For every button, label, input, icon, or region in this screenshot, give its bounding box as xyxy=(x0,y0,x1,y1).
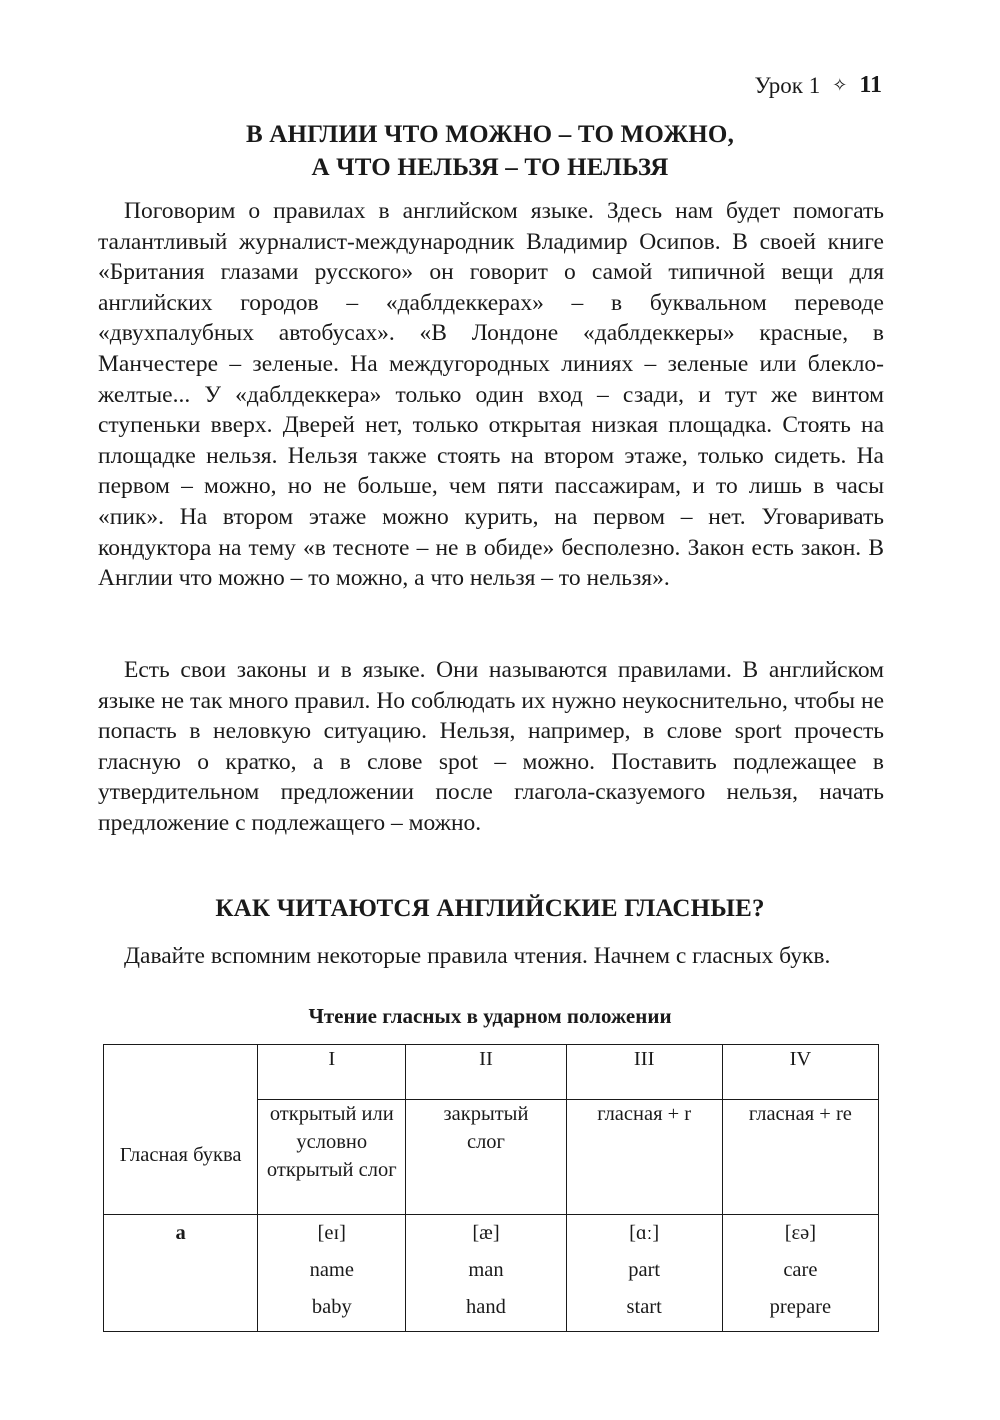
separator-icon: ✧ xyxy=(832,75,848,95)
table-row xyxy=(104,1215,879,1332)
example-word: man xyxy=(468,1259,504,1281)
example-word: hand xyxy=(466,1296,506,1318)
transcription: [ɛə] xyxy=(784,1222,817,1244)
column-desc-3: гласная + r xyxy=(566,1100,722,1215)
column-desc-4: гласная + re xyxy=(722,1100,878,1215)
column-roman-3: III xyxy=(566,1045,722,1100)
section-title-line2: А ЧТО НЕЛЬЗЯ – ТО НЕЛЬЗЯ xyxy=(311,154,669,181)
example-word: baby xyxy=(311,1296,352,1318)
paragraph-reading-rules-intro: Давайте вспомним некоторые правила чтения. Начнем с гласных букв. xyxy=(124,943,831,969)
cell-closed-syllable xyxy=(406,1215,566,1332)
vowel-letter: a xyxy=(175,1222,186,1244)
column-desc-1 xyxy=(258,1100,406,1215)
transcription: [ɑː] xyxy=(629,1222,660,1244)
transcription: [eɪ] xyxy=(317,1222,346,1244)
column-roman-1: I xyxy=(258,1045,406,1100)
transcription: [æ] xyxy=(472,1222,500,1244)
corner-header-cell xyxy=(104,1045,258,1215)
lesson-label: Урок 1 xyxy=(754,72,821,98)
paragraph-language-rules: Есть свои законы и в языке. Они называются правилами. В английском языке не так много правил. Но соблюдать их нужно неукоснительно, чтобы не попасть в неловкую ситуацию. Нельзя, например, в слове sport прочесть гласную о кратко, а в слове spot – можно. Поставить подлежащее в утвердительном предложении после глагола-сказуемого нельзя, начать предложение с подлежащего – можно. xyxy=(98,657,884,836)
example-word: name xyxy=(309,1259,354,1281)
cell-vowel-re xyxy=(722,1215,878,1332)
example-word: part xyxy=(628,1259,661,1281)
page-number: 11 xyxy=(859,72,882,98)
table-header-row xyxy=(104,1045,879,1100)
column-desc-2-text: закрытый слог xyxy=(443,1103,529,1153)
column-roman-2: II xyxy=(406,1045,566,1100)
cell-vowel-r xyxy=(566,1215,722,1332)
section-title-rules xyxy=(100,118,880,184)
section-title-vowels: КАК ЧИТАЮТСЯ АНГЛИЙСКИЕ ГЛАСНЫЕ? xyxy=(215,895,765,922)
vowel-reading-table xyxy=(103,1044,879,1332)
corner-header-text: Гласная буква xyxy=(119,1143,242,1166)
example-word: start xyxy=(626,1296,662,1318)
table-title: Чтение гласных в ударном положении xyxy=(308,1004,672,1028)
cell-open-syllable xyxy=(258,1215,406,1332)
column-roman-4: IV xyxy=(722,1045,878,1100)
example-word: care xyxy=(783,1259,818,1281)
paragraph-osipov-quote: Поговорим о правилах в английском языке. Здесь нам будет помогать талантливый журналист-международник Владимир Осипов. В своей книге «Британия глазами русского» он говорит о самой типичной вещи для английских городов – «даблдеккерах» – в буквальном переводе «двухпалубных автобусах». «В Лондоне «даблдеккеры» красные, в Манчестере – зеленые. На междугородных линиях – зеленые или блекло-желтые... У «даблдеккера» только один вход – сзади, и тут же винтом ступеньки вверх. Дверей нет, только открытая низкая площадка. Стоять на площадке нельзя. Нельзя также стоять на втором этаже, только сидеть. На первом – можно, но не больше, чем пяти пассажирам, и то лишь в часы «пик». На втором этаже можно курить, на первом – нет. Уговаривать кондуктора на тему «в тесноте – не в обиде» бесполезно. Закон есть закон. В Англии что можно – то можно, а что нельзя – то нельзя». xyxy=(98,198,884,592)
column-desc-2 xyxy=(406,1100,566,1215)
column-desc-1-text: открытый или условно открытый слог xyxy=(266,1103,397,1181)
vowel-letter-cell xyxy=(104,1215,258,1332)
page-header xyxy=(755,72,882,99)
section-title-line1: В АНГЛИИ ЧТО МОЖНО – ТО МОЖНО, xyxy=(245,121,735,148)
example-word: prepare xyxy=(769,1296,832,1318)
